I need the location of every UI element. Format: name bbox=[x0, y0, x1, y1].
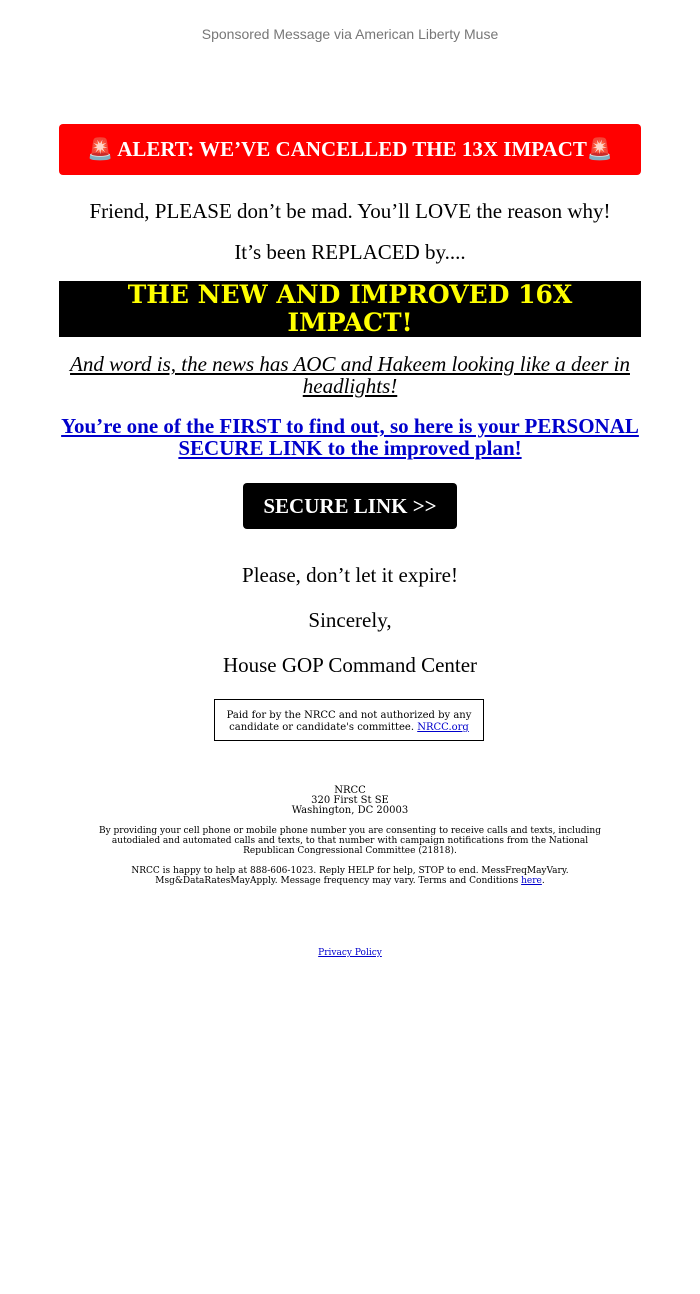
footer bbox=[0, 786, 700, 958]
address-city: Washington, DC 20003 bbox=[291, 805, 409, 816]
help-end: . bbox=[541, 876, 545, 886]
intro-text: Friend, PLEASE don’t be mad. You’ll LOVE the reason why! bbox=[89, 199, 611, 223]
disclaimer-box bbox=[214, 699, 484, 741]
consent-text: By providing your cell phone or mobile phone number you are consenting to receive calls and texts, including autodialed and automated calls and texts, to that number with campaign notifications from the National Republican Congressional Committee (21818). bbox=[98, 826, 601, 856]
sign-off: Sincerely, bbox=[308, 608, 392, 632]
expire-text: Please, don’t let it expire! bbox=[242, 563, 458, 587]
address-street: 320 First St SE bbox=[311, 795, 389, 806]
address-name: NRCC bbox=[334, 785, 366, 796]
highlight-heading: THE NEW AND IMPROVED 16X IMPACT! bbox=[59, 281, 641, 337]
help-body: NRCC is happy to help at 888-606-1023. Reply HELP for help, STOP to end. MessFreqMayVary. Msg&DataRatesMayApply. Message frequency may vary. Terms and Conditions bbox=[131, 866, 569, 886]
disclaimer-text: Paid for by the NRCC and not authorized by any candidate or candidate's committee. bbox=[226, 710, 472, 733]
nrcc-link[interactable]: NRCC.org bbox=[417, 722, 469, 733]
terms-link[interactable]: here bbox=[521, 876, 542, 886]
alert-banner: 🚨 ALERT: WE’VE CANCELLED THE 13X IMPACT🚨 bbox=[59, 124, 641, 175]
secure-link-button[interactable]: SECURE LINK >> bbox=[243, 483, 456, 529]
sponsor-text: Sponsored Message via American Liberty Muse bbox=[201, 26, 499, 42]
italic-text: And word is, the news has AOC and Hakeem looking like a deer in headlights! bbox=[70, 352, 630, 398]
privacy-policy-link[interactable]: Privacy Policy bbox=[318, 948, 382, 958]
replaced-text: It’s been REPLACED by.... bbox=[234, 240, 466, 264]
signature: House GOP Command Center bbox=[222, 653, 478, 677]
personal-link[interactable]: You’re one of the FIRST to find out, so here is your PERSONAL SECURE LINK to the improved plan! bbox=[61, 414, 639, 460]
help-text bbox=[120, 866, 580, 886]
email-body bbox=[59, 124, 641, 678]
